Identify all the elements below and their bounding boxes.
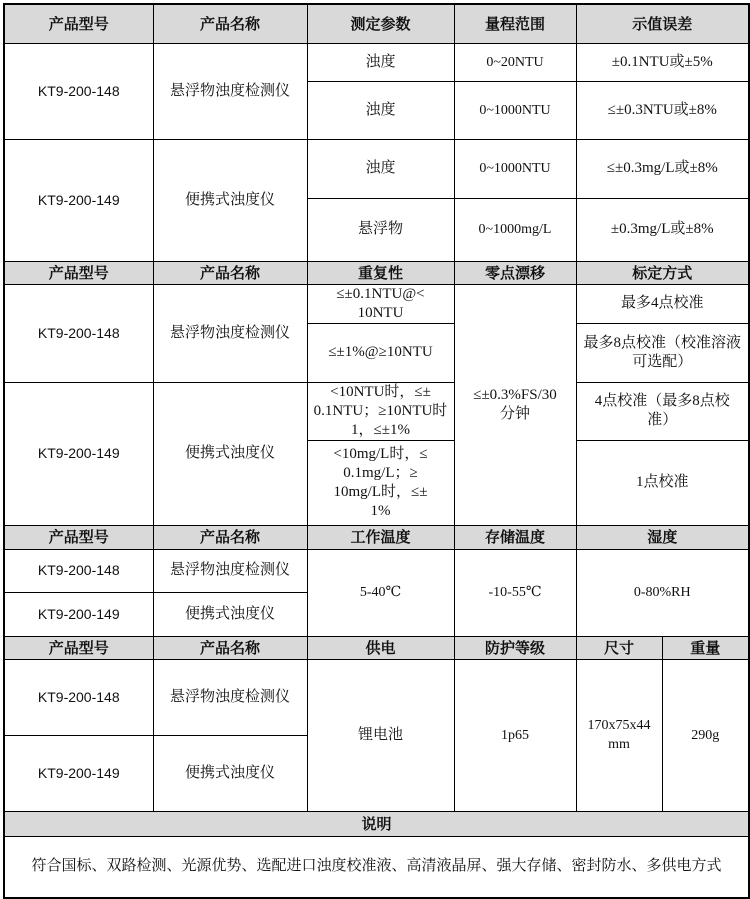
repeatability-line: 10mg/L时，≤±	[333, 483, 428, 500]
header-model: 产品型号	[4, 261, 153, 284]
calibration-line: 可选配）	[632, 353, 693, 370]
model-cell: KT9-200-148	[4, 43, 153, 139]
notes-text: 符合国标、双路检测、光源优势、选配进口浊度校准液、高清液晶屏、强大存储、密封防水、多供电方式	[4, 836, 749, 898]
header-weight: 重量	[662, 636, 749, 659]
section4-header-row	[4, 636, 749, 659]
repeatability-line: 1%	[370, 502, 391, 519]
header-power-supply: 供电	[307, 636, 454, 659]
product-name-cell: 便携式浊度仪	[153, 139, 307, 261]
product-name-cell: 悬浮物浊度检测仪	[153, 549, 307, 592]
product-name-cell: 便携式浊度仪	[153, 592, 307, 636]
parameter-cell: 悬浮物	[307, 198, 454, 261]
product-name-cell: 悬浮物浊度检测仪	[153, 659, 307, 735]
repeatability-line: 0.1NTU；≥10NTU时	[313, 402, 448, 419]
parameter-cell: 浊度	[307, 139, 454, 198]
power-supply-cell: 锂电池	[307, 659, 454, 811]
header-repeatability: 重复性	[307, 261, 454, 284]
model-cell: KT9-200-149	[4, 139, 153, 261]
header-product-name: 产品名称	[153, 261, 307, 284]
zero-drift-line: 分钟	[499, 405, 530, 422]
repeatability-cell	[307, 284, 454, 323]
calibration-line: 4点校准（最多8点校	[594, 393, 730, 409]
header-product-name: 产品名称	[153, 525, 307, 549]
model-cell: KT9-200-148	[4, 284, 153, 382]
product-name-cell: 便携式浊度仪	[153, 382, 307, 525]
error-cell: ±0.1NTU或±5%	[576, 43, 749, 81]
repeatability-cell	[307, 323, 454, 382]
model-cell: KT9-200-149	[4, 382, 153, 525]
calibration-cell	[576, 382, 749, 440]
notes-header-row	[4, 811, 749, 836]
parameter-cell: 浊度	[307, 43, 454, 81]
table-row	[4, 659, 749, 735]
protection-rating-cell: 1p65	[454, 659, 576, 811]
table-row	[4, 284, 749, 323]
calibration-line: 最多8点校准（校准溶液	[583, 334, 742, 351]
calibration-line: 1点校准	[636, 474, 689, 490]
calibration-cell	[576, 323, 749, 382]
notes-row	[4, 836, 749, 898]
product-name-cell: 便携式浊度仪	[153, 735, 307, 811]
header-measured-parameter: 测定参数	[307, 4, 454, 43]
header-working-temperature: 工作温度	[307, 525, 454, 549]
repeatability-line: 1，≤±1%	[351, 421, 410, 438]
header-product-name: 产品名称	[153, 4, 307, 43]
size-line: mm	[608, 737, 630, 752]
humidity-cell: 0-80%RH	[576, 549, 749, 636]
header-zero-drift: 零点漂移	[454, 261, 576, 284]
parameter-cell: 浊度	[307, 81, 454, 139]
table-row	[4, 139, 749, 198]
repeatability-line: <10mg/L时，≤	[333, 445, 428, 462]
section3-header-row	[4, 525, 749, 549]
header-storage-temperature: 存储温度	[454, 525, 576, 549]
section2-header-row	[4, 261, 749, 284]
repeatability-line: <10NTU时，≤±	[330, 383, 431, 400]
zero-drift-line: ≤±0.3%FS/30	[473, 386, 557, 403]
error-cell: ≤±0.3mg/L或±8%	[576, 139, 749, 198]
table-row	[4, 43, 749, 81]
header-protection-rating: 防护等级	[454, 636, 576, 659]
repeatability-line: 0.1mg/L；≥	[343, 464, 418, 481]
repeatability-line: ≤±1%@≥10NTU	[328, 344, 433, 360]
storage-temperature-cell: -10-55℃	[454, 549, 576, 636]
header-model: 产品型号	[4, 4, 153, 43]
calibration-line: 准）	[647, 412, 678, 428]
calibration-line: 最多4点校准	[621, 295, 704, 311]
calibration-cell	[576, 440, 749, 525]
header-model: 产品型号	[4, 636, 153, 659]
range-cell: 0~1000mg/L	[454, 198, 576, 261]
size-line: 170x75x44	[587, 718, 651, 733]
spec-table-body	[4, 4, 749, 898]
spec-table	[3, 3, 750, 899]
range-cell: 0~20NTU	[454, 43, 576, 81]
model-cell: KT9-200-148	[4, 549, 153, 592]
table-row	[4, 382, 749, 440]
zero-drift-cell	[454, 284, 576, 525]
range-cell: 0~1000NTU	[454, 139, 576, 198]
model-cell: KT9-200-149	[4, 735, 153, 811]
repeatability-cell	[307, 382, 454, 440]
range-cell: 0~1000NTU	[454, 81, 576, 139]
header-model: 产品型号	[4, 525, 153, 549]
repeatability-cell	[307, 440, 454, 525]
error-cell: ≤±0.3NTU或±8%	[576, 81, 749, 139]
size-cell	[576, 659, 662, 811]
header-product-name: 产品名称	[153, 636, 307, 659]
repeatability-line: 10NTU	[357, 304, 404, 321]
header-calibration-method: 标定方式	[576, 261, 749, 284]
repeatability-line: ≤±0.1NTU@<	[336, 285, 425, 302]
error-cell: ±0.3mg/L或±8%	[576, 198, 749, 261]
product-name-cell: 悬浮物浊度检测仪	[153, 43, 307, 139]
calibration-cell	[576, 284, 749, 323]
table-row	[4, 549, 749, 592]
header-measuring-range: 量程范围	[454, 4, 576, 43]
section1-header-row	[4, 4, 749, 43]
notes-title: 说明	[4, 811, 749, 836]
header-size: 尺寸	[576, 636, 662, 659]
header-humidity: 湿度	[576, 525, 749, 549]
model-cell: KT9-200-149	[4, 592, 153, 636]
weight-cell: 290g	[662, 659, 749, 811]
product-name-cell: 悬浮物浊度检测仪	[153, 284, 307, 382]
model-cell: KT9-200-148	[4, 659, 153, 735]
header-indication-error: 示值误差	[576, 4, 749, 43]
working-temperature-cell: 5-40℃	[307, 549, 454, 636]
